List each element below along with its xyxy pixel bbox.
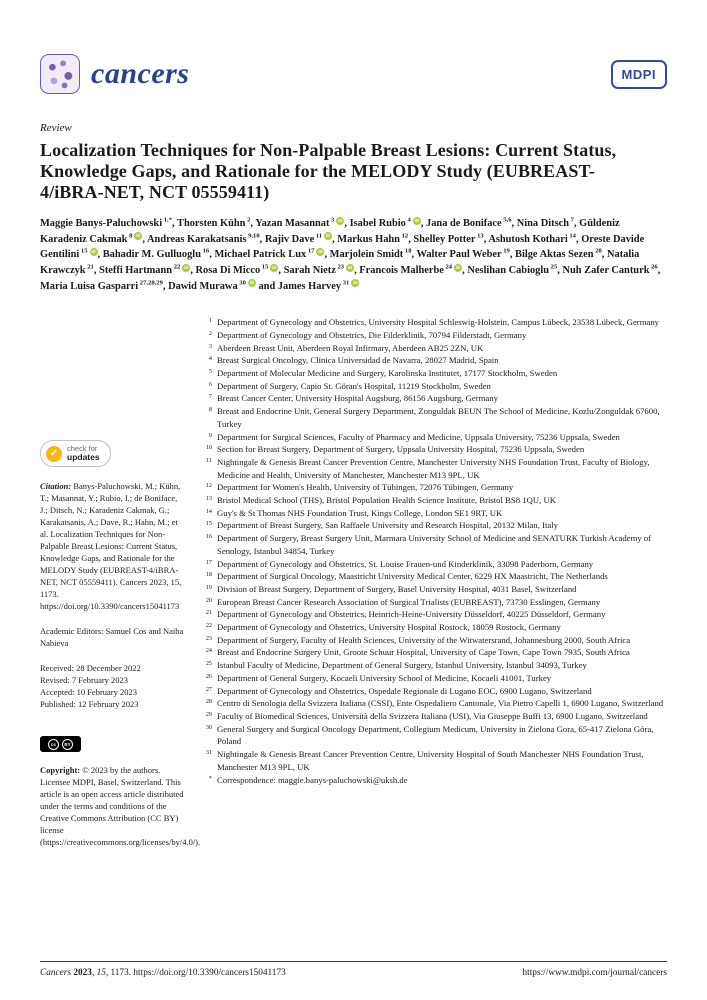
author: Thorsten Kühn $^2$	[177, 216, 251, 230]
received-date: Received: 28 December 2022	[40, 663, 141, 674]
affiliation-row	[198, 672, 667, 685]
footer-citation-part: ,	[91, 968, 97, 978]
orcid-icon[interactable]: iD	[353, 280, 358, 286]
orcid-icon[interactable]: iD	[338, 217, 343, 223]
orcid-icon[interactable]: iD	[455, 264, 461, 270]
copyright-block	[40, 764, 201, 848]
affiliation-row	[198, 405, 667, 430]
affiliation-row	[198, 558, 667, 571]
orcid-icon[interactable]: iD	[325, 233, 331, 239]
affiliation-text: Breast and Endocrine Surgery Unit, Groote Schuur Hospital, University of Cape Town, Cape Town 7935, South Africa	[217, 647, 630, 658]
affiliation-text: Breast Surgical Oncology, Clinica Universidad de Navarra, 28027 Madrid, Spain	[217, 355, 499, 366]
author: Bilge Aktas Sezen $^{20}$	[515, 247, 602, 261]
mdpi-logo[interactable]: MDPI	[611, 60, 668, 89]
affiliation-row	[198, 634, 667, 647]
author: Jana de Boniface $^{5,6}$	[426, 216, 512, 230]
affiliation-text: Aberdeen Breast Unit, Aberdeen Royal Infirmary, Aberdeen AB25 2ZN, UK	[217, 342, 484, 353]
affiliation-number: 11	[206, 456, 212, 464]
affiliation-text: Nightingale & Genesis Breast Cancer Prevention Centre, University Hospital of South Manchester NHS Foundation Trust, Manchester M13 9PL, UK	[217, 749, 644, 772]
affiliation-row	[198, 570, 667, 583]
crossmark-label	[67, 445, 100, 462]
article-head	[40, 122, 667, 848]
affiliation-number: 26	[205, 672, 212, 680]
author: Ashutosh Kothari $^{14}$	[488, 232, 576, 245]
copyright-label: Copyright:	[40, 765, 81, 776]
affiliation-number: 8	[208, 406, 212, 414]
affiliation-row	[198, 380, 667, 393]
revised-date: Revised: 7 February 2023	[40, 675, 129, 686]
affiliation-text: Faculty of Biomedical Sciences, Università della Svizzera Italiana (USI), Via Giuseppe Buffi 13, 6900 Lugano, Switzerland	[217, 710, 648, 721]
author: Maria Luisa Gasparri $^{27,28,29}$	[40, 279, 163, 292]
affiliation-text: Department of Molecular Medicine and Surgery, Karolinska Institutet, 17177 Stockholm, Sweden	[217, 368, 558, 378]
article-type-label: Review	[40, 122, 72, 134]
orcid-icon[interactable]: iD	[136, 233, 141, 239]
affiliation-number: 5	[208, 368, 212, 375]
footer-citation-part: 15	[96, 968, 106, 978]
affiliation-text: Istanbul Faculty of Medicine, Department of General Surgery, Istanbul University, Istanbul 34093, Turkey	[217, 660, 587, 671]
affiliation-number: 23	[205, 634, 212, 642]
affiliation-text: Bristol Medical School (THS), Bristol Population Health Science Institute, Bristol BS8 1QU, UK	[217, 495, 557, 506]
author: Neslihan Cabioglu $^{25}$	[467, 263, 558, 276]
affiliation-row	[198, 342, 667, 355]
affiliation-number: 21	[205, 609, 212, 617]
footer-journal-url[interactable]: https://www.mdpi.com/journal/cancers	[522, 968, 667, 978]
affiliation-row	[198, 494, 667, 507]
affiliation-row	[198, 723, 667, 748]
crossmark-check-icon: ✓	[46, 446, 62, 462]
author: Isabel Rubio $^4$ iD	[349, 216, 420, 230]
affiliation-text: Department of Gynecology and Obstetrics, Heinrich-Heine-University Düsseldorf, 40225 Düsseldorf, Germany	[217, 609, 606, 620]
affiliation-list	[198, 316, 667, 848]
affiliation-number: 15	[205, 520, 212, 528]
affiliation-number: 4	[208, 355, 212, 363]
affiliation-row	[198, 532, 667, 557]
article-title: Localization Techniques for Non-Palpable Breast Lesions: Current Status, Knowledge Gaps, and Rationale for the MELODY Study (EUBREAST-4/iBRA-NET, NCT 05559411)	[40, 140, 617, 203]
author: Natalia Krawczyk $^{21}$	[40, 249, 640, 276]
affiliation-number: 17	[205, 558, 212, 566]
affiliation-number: 25	[205, 660, 212, 668]
journal-brand	[40, 54, 189, 94]
page-footer	[40, 961, 667, 978]
author: Yazan Masannat $^3$ iD	[255, 216, 343, 230]
affiliation-row	[198, 316, 667, 329]
affiliation-number: 1	[208, 317, 212, 325]
affiliation-text: Department of Breast Surgery, San Raffaele University and Research Hospital, 20132 Milan, Italy	[217, 520, 558, 531]
affiliation-row	[198, 710, 667, 723]
affiliation-row	[198, 443, 667, 456]
orcid-icon[interactable]: iD	[347, 264, 353, 270]
affiliation-text: Department of Surgery, Breast Surgery Unit, Marmara University School of Medicine and SENATURK Turkish Academy of Senology, Istanbul 34854, Turkey	[217, 533, 652, 556]
author: Oreste Davide Gentilini $^{15}$ iD	[40, 233, 645, 261]
author: Walter Paul Weber $^{19}$	[416, 247, 510, 261]
affiliation-number: 22	[205, 622, 212, 630]
author: Sarah Nietz $^{23}$ iD	[283, 263, 353, 276]
affiliation-text: Department of Gynecology and Obstetrics, St. Louise Frauen-und Kinderklinik, 33098 Paderborn, Germany	[217, 558, 594, 569]
affiliation-number: 28	[205, 698, 212, 706]
author-list: Maggie Banys-Paluchowski $^{1,*}$, Thorsten Kühn $^2$, Yazan Masannat $^3$ iD , Isabel Rubio $^4$ iD , Jana de Boniface $^{5,6}$, Nina Ditsch $^7$, Güldeniz Karadeniz Cakmak $^8$ iD , Andreas Karakatsanis $^{9,10}$, Rajiv Dave $^{11}$ iD , Markus Hahn $^{12}$, Shelley Potter $^{13}$, Ashutosh Kothari $^{14}$, Oreste Davide Gentilini $^{15}$ iD , Bahadir M. Gulluoglu $^{16}$, Michael Patrick Lux $^{17}$ iD , Marjolein Smidt $^{18}$, Walter Paul Weber $^{19}$, Bilge Aktas Sezen $^{20}$, Natalia Krawczyk $^{21}$, Steffi Hartmann $^{22}$ iD , Rosa Di Micco $^{15}$ iD , Sarah Nietz $^{23}$ iD , Francois Malherbe $^{24}$ iD , Neslihan Cabioglu $^{25}$, Nuh Zafer Canturk $^{26}$, Maria Luisa Gasparri $^{27,28,29}$, Dawid Murawa $^{30}$ iD and James Harvey $^{31}$ iD	[40, 216, 661, 292]
affiliation-text: Guy's & St Thomas NHS Foundation Trust, Kings College, London SE1 9RT, UK	[217, 507, 503, 518]
author: Rosa Di Micco $^{15}$ iD	[195, 263, 277, 276]
affiliation-text: Department of Gynecology and Obstetrics, Die Filderklinik, 70794 Filderstadt, Germany	[217, 329, 527, 340]
author: Dawid Murawa $^{30}$ iD	[168, 279, 255, 292]
affiliation-row	[198, 608, 667, 621]
affiliation-number: 10	[205, 444, 212, 452]
academic-editors: Academic Editors: Samuel Cos and Naiba Nabieva	[40, 626, 184, 649]
affiliation-number: 12	[205, 482, 212, 490]
author: Maggie Banys-Paluchowski $^{1,*}$	[40, 216, 172, 230]
affiliation-text: Department of Surgical Oncology, Maastricht University Medical Center, 6229 HX Maastricht, The Netherlands	[217, 571, 608, 582]
affiliation-row	[198, 646, 667, 659]
affiliation-number: 30	[205, 723, 212, 731]
affiliation-row	[198, 748, 667, 773]
affiliation-number: 2	[208, 329, 212, 337]
author: Markus Hahn $^{12}$	[337, 232, 409, 245]
affiliation-text: Department of Surgery, Faculty of Health Sciences, University of the Witwatersrand, Johannesburg 2000, South Africa	[217, 634, 631, 645]
crossmark-label-line2: updates	[67, 452, 100, 463]
author: Güldeniz Karadeniz Cakmak $^8$ iD	[40, 218, 620, 245]
affiliation-row	[198, 481, 667, 494]
author: Shelley Potter $^{13}$	[413, 232, 484, 245]
affiliation-row	[198, 431, 667, 444]
affiliation-row	[198, 659, 667, 672]
cancers-logo-icon	[40, 54, 80, 94]
affiliation-number: 14	[205, 507, 212, 515]
affiliation-number: 16	[205, 533, 212, 541]
affiliation-number: 3	[208, 342, 212, 350]
affiliation-number: 7	[208, 393, 212, 401]
affiliation-text: Department for Surgical Sciences, Faculty of Pharmacy and Medicine, Uppsala University, 75236 Uppsala, Sweden	[217, 431, 620, 442]
affiliation-text: Department of General Surgery, Kocaeli University School of Medicine, Kocaeli 41001, Turkey	[217, 672, 552, 683]
affiliation-text: European Breast Cancer Research Association of Surgical Trialists (EUBREAST), 73730 Esslingen, Germany	[217, 596, 601, 607]
affiliation-number: 31	[205, 749, 212, 757]
affiliation-number: *	[208, 774, 212, 782]
footer-citation-part: Cancers	[40, 968, 74, 978]
affiliation-number: 6	[208, 380, 212, 388]
affiliation-row	[198, 596, 667, 609]
author: James Harvey $^{31}$ iD	[277, 279, 358, 292]
affiliation-row	[198, 685, 667, 698]
affiliation-text: Breast and Endocrine Unit, General Surgery Department, Zonguldak BEUN The School of Medicine, Kozlu/Zonguldak 67600, Turkey	[217, 406, 660, 429]
footer-citation-part: , 1173. https://doi.org/10.3390/cancers15041173	[105, 968, 286, 978]
affiliation-number: 20	[205, 596, 212, 604]
affiliation-text: Correspondence: maggie.banys-paluchowski@uksh.de	[217, 774, 408, 785]
published-date: Published: 12 February 2023	[40, 699, 139, 710]
affiliation-text: Centro di Senologia della Svizzera Italiana (CSSI), Ente Ospedaliero Cantonale, Via Pietro Capelli 1, 6900 Lugano, Switzerland	[217, 698, 664, 709]
orcid-icon[interactable]: iD	[318, 248, 323, 254]
affiliation-number: 18	[205, 571, 212, 579]
author: Nina Ditsch $^7$	[516, 216, 574, 230]
orcid-icon[interactable]: iD	[91, 248, 96, 254]
orcid-icon[interactable]: iD	[414, 217, 420, 223]
affiliation-row	[198, 697, 667, 710]
orcid-icon[interactable]: iD	[249, 280, 255, 286]
affiliation-text: Section for Breast Surgery, Department of Surgery, Uppsala University Hospital, 75236 Uppsala, Sweden	[217, 444, 585, 455]
affiliation-row[interactable]	[198, 774, 667, 787]
affiliation-number: 24	[205, 647, 212, 655]
affiliation-number: 19	[205, 583, 212, 591]
affiliation-row	[198, 354, 667, 367]
affiliation-row	[198, 456, 667, 481]
journal-name: cancers	[91, 57, 190, 90]
cc-by-license-badge[interactable]	[40, 736, 81, 752]
affiliation-number: 29	[205, 710, 212, 718]
affiliation-text: Department of Surgery, Capio St. Göran's Hospital, 11219 Stockholm, Sweden	[217, 380, 491, 391]
author: Rajiv Dave $^{11}$ iD	[264, 232, 331, 245]
author: Andreas Karakatsanis $^{9,10}$	[147, 232, 260, 245]
orcid-icon[interactable]: iD	[272, 264, 277, 270]
affiliation-text: Department of Gynecology and Obstetrics, University Hospital Rostock, 18059 Rostock, Germany	[217, 622, 561, 633]
left-sidebar	[40, 316, 201, 848]
columns	[40, 316, 667, 848]
footer-citation-doi[interactable]	[40, 968, 286, 978]
affiliation-number: 9	[208, 431, 212, 439]
affiliation-row	[198, 519, 667, 532]
history-dates	[40, 662, 184, 710]
author: Marjolein Smidt $^{18}$	[329, 247, 412, 261]
affiliation-number: 13	[205, 495, 212, 503]
affiliation-text: Department of Gynecology and Obstetrics, University Hospital Schleswig-Holstein, Campus Lübeck, 23538 Lübeck, Germany	[217, 317, 660, 328]
author: Nuh Zafer Canturk $^{26}$	[562, 263, 658, 276]
affiliation-row	[198, 392, 667, 405]
affiliation-text: Nightingale & Genesis Breast Cancer Prevention Centre, Manchester University NHS Foundation Trust, Faculty of Biology, Medicine and Health, University of Manchester, Manchester M13 9PL, UK	[217, 456, 650, 480]
orcid-icon[interactable]: iD	[184, 264, 189, 270]
affiliation-text: Breast Cancer Center, University Hospital Augsburg, 86156 Augsburg, Germany	[217, 393, 498, 404]
affiliation-text: Department of Gynecology and Obstetrics, Ospedale Regionale di Lugano EOC, 6900 Lugano, Switzerland	[217, 685, 592, 696]
affiliation-row	[198, 583, 667, 596]
accepted-date: Accepted: 10 February 2023	[40, 687, 138, 698]
affiliation-text: Division of Breast Surgery, Department of Surgery, Basel University Hospital, 4031 Basel, Switzerland	[217, 583, 577, 594]
affiliation-text: Department for Women's Health, University of Tübingen, 72076 Tübingen, Germany	[217, 482, 514, 493]
crossmark-label-line1: check for	[67, 444, 98, 454]
affiliation-row	[198, 507, 667, 520]
copyright-text: © 2023 by the authors. Licensee MDPI, Basel, Switzerland. This article is an open access article distributed under the terms and conditions of the Creative Commons Attribution (CC BY) license (https://creativecommons.org/licenses/by/4.0/).	[40, 765, 201, 848]
cc-by-icon: BY	[62, 739, 73, 750]
author: Michael Patrick Lux $^{17}$ iD	[214, 247, 323, 261]
page-header	[40, 0, 667, 94]
cc-icon: cc	[48, 739, 59, 750]
footer-citation-part: 2023	[73, 968, 92, 978]
citation-text: Banys-Paluchowski, M.; Kühn, T.; Masannat, Y.; Rubio, I.; de Boniface, J.; Ditsch, N.; Karadeniz Cakmak, G.; Karakatsanis, A.; Dave, R.; Hahn, M.; et al. Localization Techniques for Non-Palpable Breast Lesions: Current Status, Knowledge Gaps, and Rationale for the MELODY Study (EUBREAST-4/iBRA-NET, NCT 05559411). Cancers 2023, 15, 1173. https://doi.org/10.3390/cancers15041173	[40, 481, 182, 612]
affiliation-text: General Surgery and Surgical Oncology Department, Collegium Medicum, University in Zielona Gora, 65-417 Zielona Góra, Poland	[217, 723, 654, 747]
affiliation-number: 27	[205, 685, 212, 693]
affiliation-row	[198, 367, 667, 380]
author: Francois Malherbe $^{24}$ iD	[359, 263, 461, 276]
check-for-updates-badge[interactable]	[40, 440, 111, 467]
citation-block	[40, 480, 184, 612]
affiliation-row	[198, 329, 667, 342]
author: Steffi Hartmann $^{22}$ iD	[99, 263, 189, 276]
affiliation-row	[198, 621, 667, 634]
author: Bahadir M. Gulluoglu $^{16}$	[102, 247, 210, 261]
citation-label: Citation:	[40, 481, 72, 492]
